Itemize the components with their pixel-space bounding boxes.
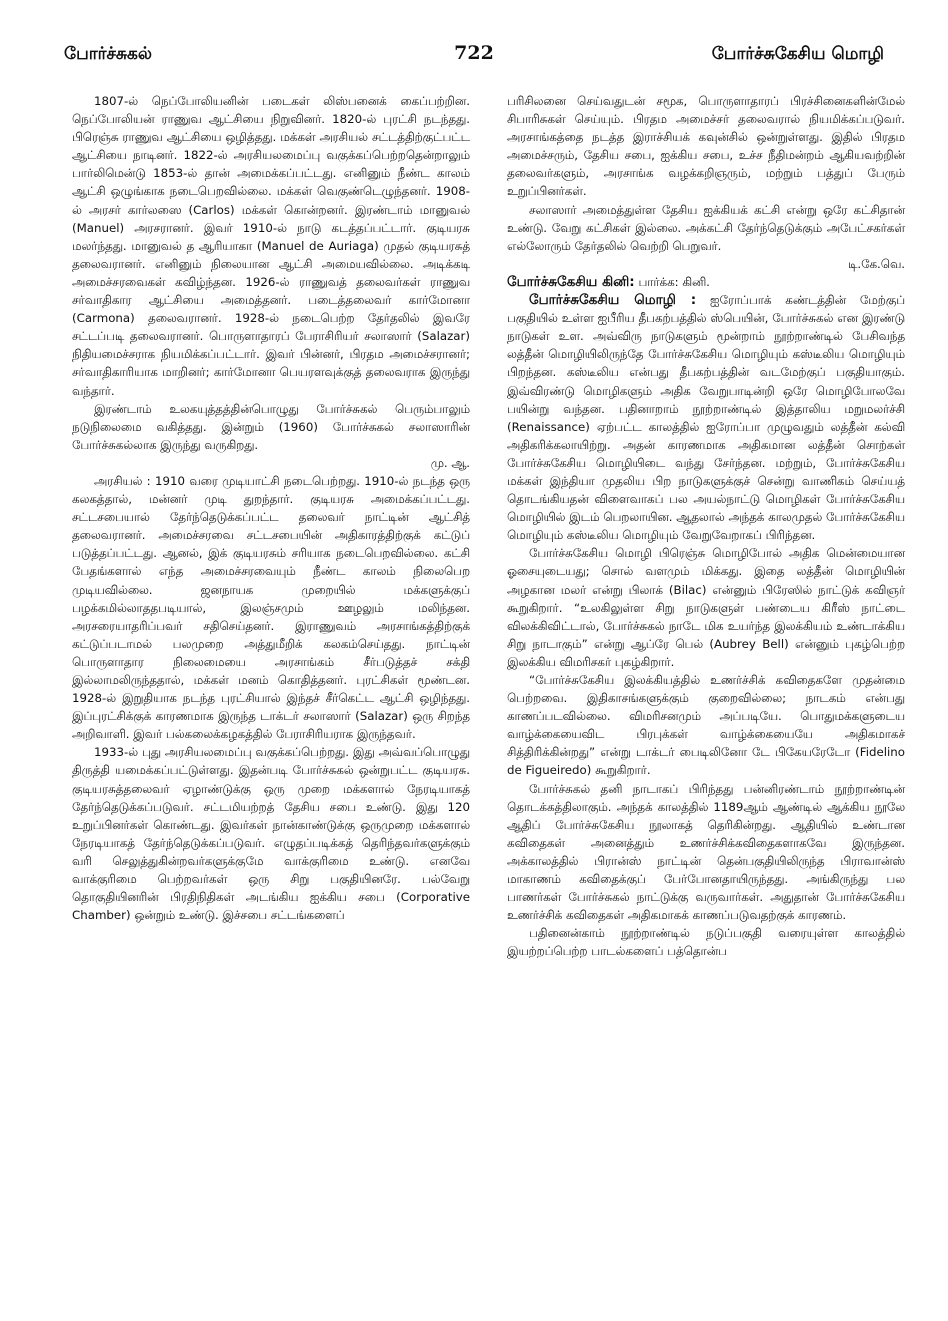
- author-initials: மு. ஆ.: [430, 455, 470, 470]
- entry-headword: போர்ச்சுகேசிய மொழி :: [529, 292, 697, 309]
- paragraph: 1933-ல் புது அரசியலமைப்பு வகுக்கப்பெற்றது. இது அவ்வப்பொழுது திருத்தி யமைக்கப்பட்டுள்ளது. இதன்படி போர்ச்சுகல் ஒன்றுபட்ட குடியரசு. குடியரசுத்தலைவர் ஏழாண்டுக்கு ஒரு முறை மக்களால் நேரடியாகத் தேர்ந்தெடுக்கப்படுவர். சட்டமியற்றத் தேசிய சபை உண்டு. இது 120 உறுப்பினர்கள் கொண்டது. இவர்கள் நான்காண்டுக்கு ஒருமுறை மக்களால் நேரடியாகத் தேர்ந்தெடுக்கப்படுவர். எழுதப்படிக்கத் தெரிந்தவர்களுக்கும் வரி செலுத்துகின்றவர்களுக்குமே வாக்குரிமை உண்டு. எனவே வாக்குரிமை பெற்றவர்கள் ஒரு சிறு பகுதியினரே. பல்வேறு தொகுதியினரின் பிரதிநிதிகள் அடங்கிய ஐக்கிய சபை (Corporative Chamber) ஒன்றும் உண்டு. இச்சபை சட்டங்களைப்: [72, 745, 470, 923]
- running-head-left: போர்ச்சுகல்: [64, 44, 152, 64]
- paragraph: போர்ச்சுகேசிய மொழி பிரெஞ்சு மொழிபோல் அதிக மென்மையான ஓசையுடையது; சொல் வளமும் மிக்கது. இதை லத்தீன் மொழியின் அழகான மலர் என்று பிலாக் (Bilac) என்னும் பிரேஸில் நாட்டுக் கவிஞர் கூறுகிறார். “உலகிலுள்ள சிறு நாடுகளுள் பண்டைய கிரீஸ் நாட்டை விலக்கிவிட்டால், போர்ச்சுகல் நாடே மிக உயர்ந்த இலக்கியம் உண்டாக்கிய சிறு நாடாகும்” என்று ஆப்ரே பெல் (Aubrey Bell) என்னும் புகழ்பெற்ற இலக்கிய விமரிசகர் புகழ்கிறார்.: [507, 546, 905, 669]
- right-column: [507, 92, 905, 961]
- paragraph: போர்ச்சுகல் தனி நாடாகப் பிரிந்தது பன்னிரண்டாம் நூற்றாண்டின் தொடக்கத்திலாகும். அந்தக் காலத்தில் 1189ஆம் ஆண்டில் ஆக்கிய நூலே ஆதிப் போர்ச்சுகேசிய நூலாகத் தெரிகின்றது. ஆதியில் உண்டான கவிதைகள் அனைத்தும் உணர்ச்சிக்கவிதைகளாகவே இருந்தன. அக்காலத்தில் பிரான்ஸ் நாட்டின் தென்பகுதியிலிருந்த பிராவான்ஸ் மாகாணம் கவிதைக்குப் பேர்போனதாயிருந்தது. அங்கிருந்து பல பாணர்கள் போர்ச்சுகல் நாட்டுக்கு வருவார்கள். அதுதான் போர்ச்சுகேசிய உணர்ச்சிக் கவிதைகள் அதிகமாகக் காணப்படுவதற்குக் காரணம்.: [507, 781, 905, 923]
- entry-crossref: பார்க்க: கினி.: [638, 274, 710, 289]
- entry-portuguese-guinea: [507, 273, 905, 291]
- page-header: [64, 44, 884, 74]
- author-initials: டி.கே.வெ.: [847, 256, 905, 271]
- left-column: [72, 92, 470, 924]
- paragraph: 1807-ல் நெப்போலியனின் படைகள் லிஸ்பனைக் கைப்பற்றின. நெப்போலியன் ராணுவ ஆட்சியை நிறுவினர். 1820-ல் புரட்சி நடந்தது. பிரெஞ்சு ராணுவ ஆட்சியை ஒழித்தது. மக்கள் அரசியல் சட்டத்திற்குட்பட்ட ஆட்சியை நாடினர். 1822-ல் அரசியலமைப்பு வகுக்கப்பெற்றதென்றாலும் பார்லிமென்டு 1853-ல் தான் அமைக்கப்பட்டது. எனினும் நீண்ட காலம் ஆட்சி ஒழுங்காக நடைபெறவில்லை. மக்கள் வெகுண்டெழுந்தனர். 1908-ல் அரசர் கார்லஸை (Carlos) மக்கள் கொன்றனர். இரண்டாம் மானுவல் (Manuel) அரசரானர். இவர் 1910-ல் நாடு கடத்தப்பட்டார். குடியரசு மலர்ந்தது. மானுவல் த ஆரியாகா (Manuel de Auriaga) முதல் குடியரசுத் தலைவரானர். எனினும் நிலையான ஆட்சி அமையவில்லை. அடிக்கடி அமைச்சரவைகள் கவிழ்ந்தன. 1926-ல் ராணுவத் தலைவர்கள் ராணுவ சர்வாதிகார ஆட்சியை அமைத்தனர். படைத்தலைவர் கார்மோனா (Carmona) தலைவரானர். 1928-ல் நடைபெற்ற தேர்தலில் இவரே சட்டப்படி தலைவரானர். பொருளாதாரப் பேராசிரியர் சலாஸார் (Salazar) நிதியமைச்சராக நியமிக்கப்பட்டார். இவர் பின்னர், பிரதம அமைச்சரானர்; சர்வாதிகாரியாக மாறினர்; கார்மோனா பெயரளவுக்குத் தலைவராக இருந்து வந்தார்.: [72, 94, 470, 398]
- paragraph: பரிசிலனை செய்வதுடன் சமூக, பொருளாதாரப் பிரச்சினைகளின்மேல் சிபாரிசுகள் செய்யும். பிரதம அமைச்சர் தலைவரால் நியமிக்கப்படுவர். அரசாங்கத்தை நடத்த இராச்சியக் கவுன்சில் ஒன்றுள்ளது. இதில் பிரதம அமைச்சரும், தேசிய சபை, ஐக்கிய சபை, உச்ச நீதிமன்றம் ஆகியவற்றின் தலைவர்களும், அரசாங்க வழக்கறிஞரும், மற்றும் பத்துப் பேரும் உறுப்பினர்கள்.: [507, 94, 905, 199]
- running-head-right: போர்ச்சுகேசிய மொழி: [711, 44, 884, 64]
- paragraph: அரசியல் : 1910 வரை முடியாட்சி நடைபெற்றது. 1910-ல் நடந்த ஒரு கலகத்தால், மன்னர் முடி துறந்தார். குடியரசு அமைக்கப்பட்டது. சட்டசபையால் தேர்ந்தெடுக்கப்பட்ட தலைவர் நாட்டின் ஆட்சித் தலைவரானர். அமைச்சரவை சட்டசபையின் அதிகாரத்திற்குக் கட்டுப் படுத்தப்பட்டது. ஆனல், இக் குடியரசும் சரியாக நடைபெறவில்லை. கட்சி பேதங்களால் எந்த அமைச்சரவையும் நீண்ட காலம் நிலைபெற முடியவில்லை. ஜனநாயக முறையில் மக்களுக்குப் பழக்கமில்லாததபடியால், இலஞ்சமும் ஊழலும் மலிந்தன. அரசரையாதரிப்பவர் சதிசெய்தனர். இராணுவம் அரசாங்கத்திற்குக் கட்டுப்படாமல் பலமுறை அத்துமீறிக் கலகம்செய்தது. நாட்டின் பொருளாதார நிலைமையை அரசாங்கம் சீர்படுத்தச் சக்தி இல்லாமலிருந்ததால், மக்கள் மனம் கொதித்தனர். புரட்சிகள் மூண்டன. 1928-ல் இறுதியாக நடந்த புரட்சியால் இந்தச் சீர்கெட்ட ஆட்சி ஒழிந்தது. இப்புரட்சிக்குக் காரணமாக இருந்த டாக்டர் சலாஸார் (Salazar) ஒரு சிறந்த அறிவாளி. இவர் பல்கலைக்கழகத்தில் பேராசிரியராக இருந்தவர்.: [72, 473, 470, 742]
- paragraph: பதினைன்காம் நூற்றாண்டில் நடுப்பகுதி வரையுள்ள காலத்தில் இயற்றப்பெற்ற பாடல்களைப் பத்தொன்ப: [507, 926, 905, 959]
- paragraph: இரண்டாம் உலகயுத்தத்தின்பொழுது போர்ச்சுகல் பெரும்பாலும் நடுநிலைமை வகித்தது. இன்றும் (1960) போர்ச்சுகல் சலாஸாரின் போர்ச்சுகல்லாக இருந்து வருகிறது.: [72, 401, 470, 452]
- paragraph: “போர்ச்சுகேசிய இலக்கியத்தில் உணர்ச்சிக் கவிதைகளே முதன்மை பெற்றவை. இதிகாசங்களுக்கும் குறைவில்லை; நாடகம் என்பது காணப்படவில்லை. விமரிசனமும் அப்படியே. பொதுமக்களுடைய வாழ்க்கையைவிட பிரபுக்கள் வாழ்க்கையையே அதிகமாகச் சித்திரிக்கின்றது” என்று டாக்டர் பைடிலினோ டே பிகேயரேடோ (Fidelino de Figueiredo) கூறுகிறார்.: [507, 673, 905, 778]
- entry-portuguese-language: [507, 291, 905, 544]
- page-number: 722: [454, 42, 494, 64]
- paragraph: சலாஸார் அமைத்துள்ள தேசிய ஐக்கியக் கட்சி என்று ஒரே கட்சிதான் உண்டு. வேறு கட்சிகள் இல்லை. அக்கட்சி தேர்ந்தெடுக்கும் அபேட்சகர்கள் எல்லோரும் தேர்தலில் வெற்றி பெறுவர்.: [507, 202, 905, 253]
- entry-headword: போர்ச்சுகேசிய கினி:: [507, 273, 635, 290]
- entry-body: ஐரோப்பாக் கண்டத்தின் மேற்குப் பகுதியில் உள்ள ஐபீரிய தீபகற்பத்தில் ஸ்பெயின், போர்ச்சுகல் என இரண்டு நாடுகள் உள. அவ்விரு நாடுகளும் மூன்றாம் நூற்றாண்டில் பேசிவந்த லத்தீன் மொழியிலிருந்தே போர்ச்சுகேசிய மொழியும் கஸ்டீலிய மொழியும் பிறந்தன. கஸ்டீலிய என்பது தீபகற்பத்தின் வடமேற்குப் பகுதியாகும். இவ்விரண்டு மொழிகளும் அதிக வேறுபாடின்றி ஒரே மொழிபோலவே பயின்று வந்தன. பதினாறாம் நூற்றாண்டில் இத்தாலிய மறுமலர்ச்சி (Renaissance) ஏற்பட்ட காலத்தில் ஐரோப்பா முழுவதும் லத்தீன் கல்வி அதிகரிக்கலாயிற்று. அதன் காரணமாக அதிகமான லத்தீன் சொற்கள் போர்ச்சுகேசிய மொழியிடை வந்து சேர்ந்தன. மற்றும், போர்ச்சுகேசிய மக்கள் இந்தியா முதலிய பிற நாடுகளுக்குச் சென்று வாணிகம் செய்யத் தொடங்கியதன் விளைவாகப் பல அயல்நாட்டு மொழிகள் போர்ச்சுகேசிய மொழியில் இடம் பெறலாயின. ஆதலால் அந்தக் காலமுதல் போர்ச்சுகேசிய மொழியும் கஸ்டீலிய மொழியும் வேறுவேறாகப் பிரிந்தன.: [507, 293, 905, 543]
